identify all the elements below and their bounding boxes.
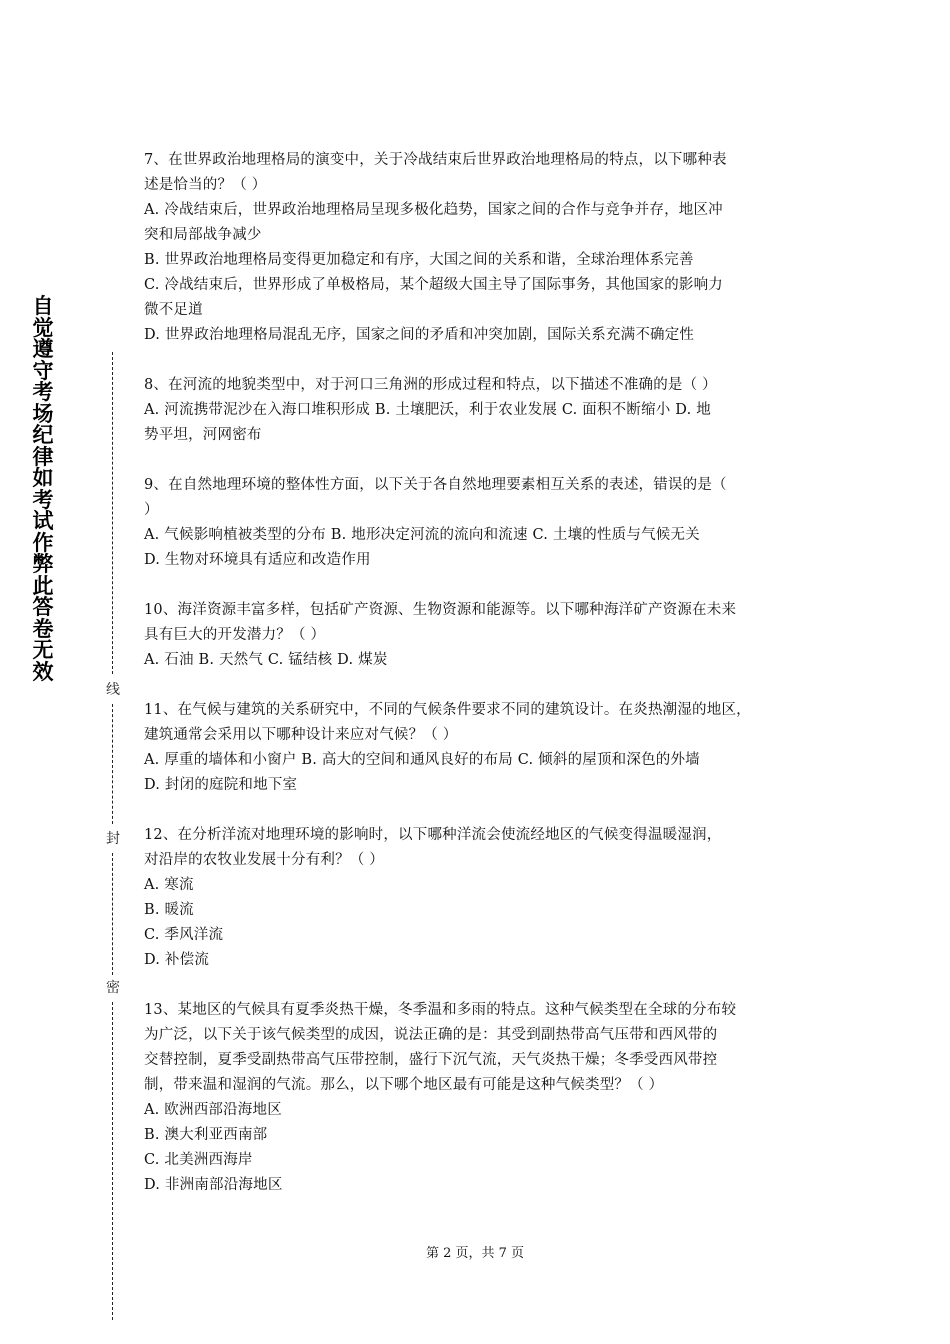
question-9	[144, 473, 824, 573]
question-line: ）	[144, 502, 159, 518]
seal-dashed-line-segment	[112, 1002, 113, 1320]
question-12	[144, 823, 824, 973]
question-line: 对沿岸的农牧业发展十分有利？（ ）	[144, 852, 385, 868]
notice-char: 弊	[32, 552, 54, 576]
seal-char-line: 线	[106, 682, 120, 698]
notice-char: 自	[32, 294, 54, 318]
notice-char: 律	[32, 444, 54, 469]
question-line: A. 冷战结束后，世界政治地理格局呈现多极化趋势，国家之间的合作与竞争并存，地区冲	[144, 202, 723, 218]
notice-char: 卷	[32, 616, 54, 641]
question-line: 势平坦，河网密布	[144, 427, 262, 443]
question-line: A. 厚重的墙体和小窗户 B. 高大的空间和通风良好的布局 C. 倾斜的屋顶和深色的外墙	[144, 752, 700, 768]
seal-char-seal: 封	[106, 831, 120, 847]
question-line: D. 世界政治地理格局混乱无序，国家之间的矛盾和冲突加剧，国际关系充满不确定性	[144, 327, 695, 343]
question-line: D. 封闭的庭院和地下室	[144, 777, 298, 793]
exam-discipline-notice	[30, 296, 56, 683]
question-line: 11、在气候与建筑的关系研究中，不同的气候条件要求不同的建筑设计。在炎热潮湿的地区，	[144, 702, 751, 718]
question-7	[144, 148, 824, 348]
question-line: A. 气候影响植被类型的分布 B. 地形决定河流的流向和流速 C. 土壤的性质与气候无关	[144, 527, 700, 543]
question-line: 13、某地区的气候具有夏季炎热干燥，冬季温和多雨的特点。这种气候类型在全球的分布较	[144, 1002, 737, 1018]
notice-char: 纪	[32, 423, 54, 447]
question-line: B. 暖流	[144, 902, 194, 918]
notice-char: 试	[32, 509, 54, 533]
question-line: A. 寒流	[144, 877, 194, 893]
question-line: 7、在世界政治地理格局的演变中，关于冷战结束后世界政治地理格局的特点，以下哪种表	[144, 152, 727, 168]
notice-char: 考	[32, 380, 54, 404]
notice-char: 此	[32, 573, 54, 598]
question-8	[144, 373, 824, 448]
question-line: 突和局部战争减少	[144, 227, 262, 243]
question-line: 述是恰当的？（ ）	[144, 177, 267, 193]
notice-char: 答	[32, 595, 54, 619]
question-line: 具有巨大的开发潜力？（ ）	[144, 627, 326, 643]
question-13	[144, 998, 824, 1198]
question-list	[144, 148, 824, 1223]
question-line: B. 世界政治地理格局变得更加稳定和有序，大国之间的关系和谐，全球治理体系完善	[144, 252, 694, 268]
question-11	[144, 698, 824, 798]
notice-char: 觉	[32, 315, 54, 340]
notice-char: 守	[32, 358, 54, 383]
notice-char: 如	[32, 466, 54, 490]
seal-dashed-line-segment	[112, 352, 113, 674]
question-line: A. 欧洲西部沿海地区	[144, 1102, 282, 1118]
notice-char: 无	[32, 638, 54, 662]
seal-char-secret: 密	[106, 980, 120, 996]
page-number-footer: 第 2 页，共 7 页	[425, 1246, 525, 1261]
question-line: 微不足道	[144, 302, 203, 318]
question-line: D. 补偿流	[144, 952, 210, 968]
question-line: 10、海洋资源丰富多样，包括矿产资源、生物资源和能源等。以下哪种海洋矿产资源在未来	[144, 602, 737, 618]
seal-dashed-line-segment	[112, 704, 113, 824]
question-line: 交替控制，夏季受副热带高气压带控制，盛行下沉气流，天气炎热干燥；冬季受西风带控	[144, 1052, 718, 1068]
question-line: B. 澳大利亚西南部	[144, 1127, 268, 1143]
notice-char: 场	[32, 401, 54, 426]
question-line: 为广泛，以下关于该气候类型的成因，说法正确的是：其受到副热带高气压带和西风带的	[144, 1027, 718, 1043]
question-10	[144, 598, 824, 673]
question-line: C. 季风洋流	[144, 927, 224, 943]
question-line: 8、在河流的地貌类型中，对于河口三角洲的形成过程和特点，以下描述不准确的是（ ）	[144, 377, 717, 393]
notice-char: 遵	[32, 337, 54, 361]
question-line: 建筑通常会采用以下哪种设计来应对气候？（ ）	[144, 727, 458, 743]
question-line: A. 石油 B. 天然气 C. 锰结核 D. 煤炭	[144, 652, 388, 668]
seal-dashed-line-segment	[112, 853, 113, 975]
question-line: 9、在自然地理环境的整体性方面，以下关于各自然地理要素相互关系的表述，错误的是（	[144, 477, 727, 493]
notice-char: 考	[32, 487, 54, 512]
question-line: 制，带来温和湿润的气流。那么，以下哪个地区最有可能是这种气候类型？（ ）	[144, 1077, 664, 1093]
question-line: C. 北美洲西海岸	[144, 1152, 253, 1168]
question-line: A. 河流携带泥沙在入海口堆积形成 B. 土壤肥沃，利于农业发展 C. 面积不断缩小 D. 地	[144, 402, 711, 418]
notice-char: 效	[32, 659, 54, 684]
question-line: D. 非洲南部沿海地区	[144, 1177, 283, 1193]
notice-char: 作	[32, 530, 54, 555]
question-line: C. 冷战结束后，世界形成了单极格局，某个超级大国主导了国际事务，其他国家的影响力	[144, 277, 723, 293]
question-line: D. 生物对环境具有适应和改造作用	[144, 552, 371, 568]
question-line: 12、在分析洋流对地理环境的影响时，以下哪种洋流会使流经地区的气候变得温暖湿润，	[144, 827, 722, 843]
